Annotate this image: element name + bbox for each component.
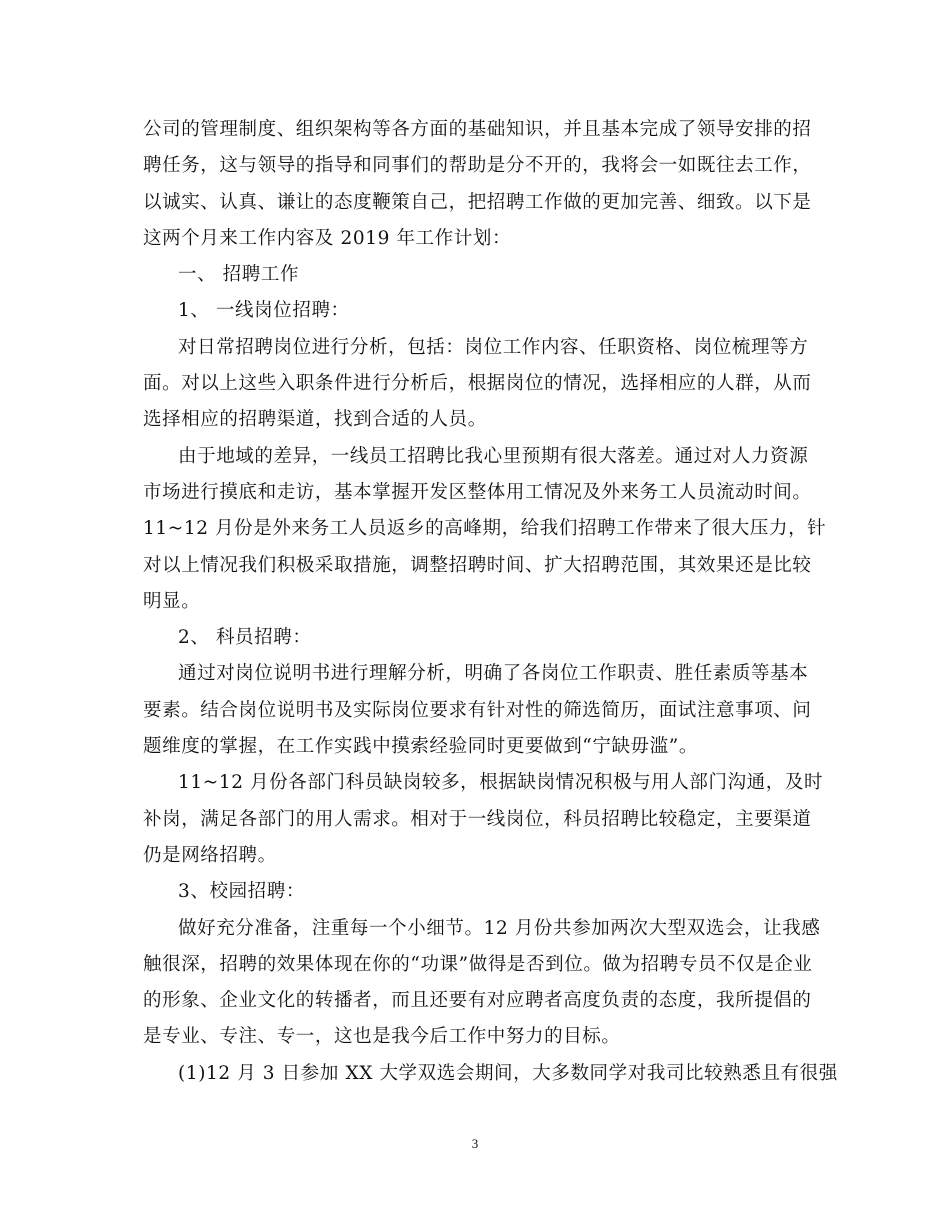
text-line: 的形象、企业文化的转播者，而且还要有对应聘者高度负责的态度，我所提倡的: [143, 990, 812, 1012]
text-line: 仍是网络招聘。: [143, 844, 277, 866]
text-line: 聘任务，这与领导的指导和同事们的帮助是分不开的，我将会一如既往去工作，: [143, 155, 812, 177]
text-line: 面。对以上这些入职条件进行分析后，根据岗位的情况，选择相应的人群，从而: [143, 373, 812, 395]
text-line: 市场进行摸底和走访，基本掌握开发区整体用工情况及外来务工人员流动时间。: [143, 481, 812, 503]
text-line: 对以上情况我们积极采取措施，调整招聘时间、扩大招聘范围，其效果还是比较: [143, 554, 812, 576]
subsection-heading: 2、 科员招聘：: [178, 627, 312, 649]
text-line: 公司的管理制度、组织架构等各方面的基础知识，并且基本完成了领导安排的招: [143, 119, 812, 140]
text-line: 11~12 月份是外来务工人员返乡的高峰期，给我们招聘工作带来了很大压力，针: [143, 518, 827, 540]
text-line: 11~12 月份各部门科员缺岗较多，根据缺岗情况积极与用人部门沟通，及时: [178, 772, 824, 794]
text-line: 做好充分准备，注重每一个小细节。12 月份共参加两次大型双选会，让我感: [178, 917, 821, 939]
text-line: 触很深，招聘的效果体现在你的“功课”做得是否到位。做为招聘专员不仅是企业: [143, 953, 813, 975]
text-line: 补岗，满足各部门的用人需求。相对于一线岗位，科员招聘比较稳定，主要渠道: [143, 808, 812, 830]
text-line: (1)12 月 3 日参加 XX 大学双选会期间，大多数同学对我司比较熟悉且有很强: [178, 1062, 838, 1084]
section-heading: 一、 招聘工作: [178, 264, 300, 286]
text-line: 以诚实、认真、谦让的态度鞭策自己，把招聘工作做的更加完善、细致。以下是: [143, 191, 812, 213]
subsection-heading: 3、校园招聘：: [178, 881, 305, 903]
text-line: 选择相应的招聘渠道，找到合适的人员。: [143, 409, 487, 431]
text-line: 是专业、专注、专一，这也是我今后工作中努力的目标。: [143, 1026, 621, 1048]
text-line: 对日常招聘岗位进行分析，包括：岗位工作内容、任职资格、岗位梳理等方: [178, 336, 809, 358]
text-line: 明显。: [143, 590, 201, 612]
subsection-heading: 1、 一线岗位招聘：: [178, 300, 350, 322]
text-line: 由于地域的差异，一线员工招聘比我心里预期有很大落差。通过对人力资源: [178, 445, 809, 467]
text-line: 这两个月来工作内容及 2019 年工作计划：: [143, 227, 512, 249]
text-line: 通过对岗位说明书进行理解分析，明确了各岗位工作职责、胜任素质等基本: [178, 663, 809, 685]
page-number: 3: [471, 1136, 479, 1151]
text-line: 题维度的掌握，在工作实践中摸索经验同时更要做到“宁缺毋滥”。: [143, 736, 698, 758]
text-line: 要素。结合岗位说明书及实际岗位要求有针对性的筛选简历，面试注意事项、问: [143, 699, 812, 721]
document-body: [143, 112, 838, 1092]
